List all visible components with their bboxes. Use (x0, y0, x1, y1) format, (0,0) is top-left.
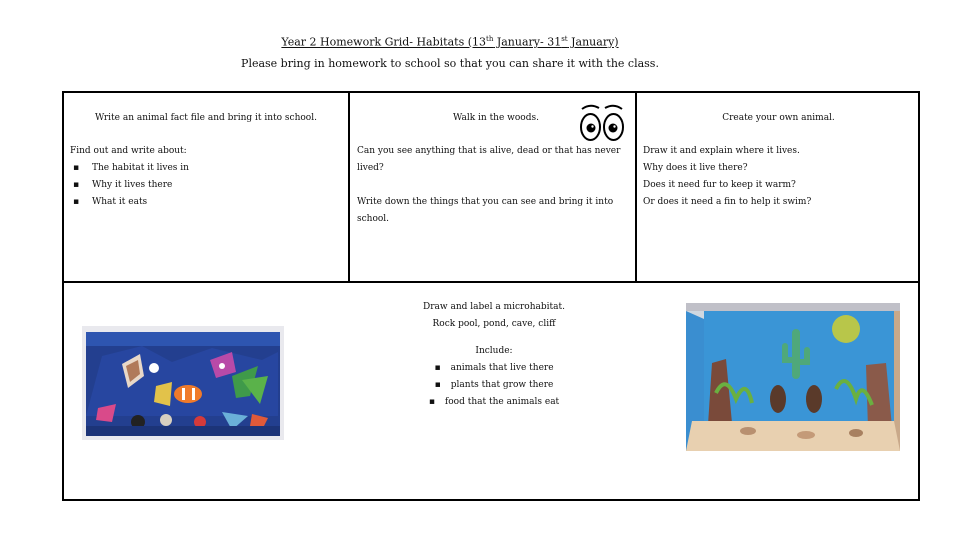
microhabitat-examples: Rock pool, pond, cave, cliff (432, 319, 556, 329)
create-animal-heading: Create your own animal. (722, 113, 835, 123)
woods-line-1: Can you see anything that is alive, dead or that has never lived? (357, 146, 621, 173)
fact-file-list (70, 160, 342, 211)
woods-heading: Walk in the woods. (453, 113, 539, 123)
list-item: ▪ animals that live there (364, 360, 624, 377)
list-item: ▪ plants that grow there (364, 377, 624, 394)
page-title: Year 2 Homework Grid- Habitats (13th January- 31st January) (281, 35, 619, 49)
ocean-diorama-image (82, 326, 284, 440)
fact-file-heading: Write an animal fact file and bring it into school. (95, 113, 317, 123)
include-label: Include: (475, 346, 513, 356)
create-animal-line: Why does it live there? (643, 163, 748, 173)
woods-cell (350, 93, 637, 283)
page-subtitle: Please bring in homework to school so that you can share it with the class. (241, 57, 659, 70)
eyes-icon (579, 103, 625, 143)
list-item: ▪ food that the animals eat (364, 394, 624, 411)
fact-file-cell (64, 93, 350, 283)
microhabitat-text (364, 299, 624, 411)
create-animal-cell (637, 93, 920, 283)
fact-file-intro: Find out and write about: (70, 146, 187, 156)
desert-diorama-image (686, 303, 900, 451)
homework-grid (62, 91, 920, 501)
create-animal-line: Does it need fur to keep it warm? (643, 180, 796, 190)
create-animal-line: Draw it and explain where it lives. (643, 146, 800, 156)
include-list (364, 360, 624, 411)
list-item: ▪ The habitat it lives in (70, 160, 342, 177)
create-animal-line: Or does it need a fin to help it swim? (643, 197, 812, 207)
microhabitat-heading: Draw and label a microhabitat. (423, 302, 565, 312)
list-item: ▪ What it eats (70, 194, 342, 211)
microhabitat-cell (64, 283, 920, 499)
list-item: ▪ Why it lives there (70, 177, 342, 194)
woods-line-2: Write down the things that you can see and bring it into school. (357, 197, 614, 224)
